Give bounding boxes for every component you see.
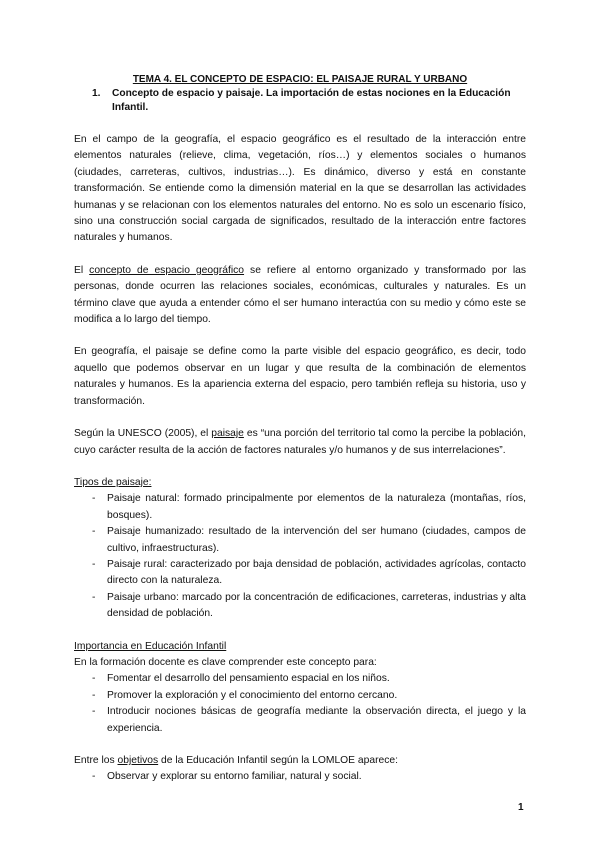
paragraph-text: Según la UNESCO (2005), el xyxy=(74,428,212,440)
paragraph-concepto-espacio xyxy=(74,263,526,329)
paragraph-text: es “una porción del territorio tal como la percibe la población, cuyo carácter resulta de la acción de factores naturales y/o humanos y de sus interrelaciones”. xyxy=(74,428,526,456)
underlined-term: paisaje xyxy=(211,428,244,440)
underlined-term: concepto de espacio geográfico xyxy=(89,264,245,276)
importancia-list xyxy=(74,671,526,737)
document-title: TEMA 4. EL CONCEPTO DE ESPACIO: EL PAISAJE RURAL Y URBANO xyxy=(132,74,468,85)
tipos-list xyxy=(74,491,526,622)
paragraph-unesco xyxy=(74,426,526,459)
list-item: - Paisaje humanizado: resultado de la intervención del ser humano (ciudades, campos de cultivo, infraestructuras). xyxy=(74,524,526,557)
section-title: Concepto de espacio y paisaje. La importación de estas nociones en la Educación Infantil. xyxy=(112,88,511,113)
paragraph-text: de la Educación Infantil según la LOMLOE aparece: xyxy=(158,755,398,766)
list-item: - Paisaje urbano: marcado por la concentración de edificaciones, carreteras, industrias y alta densidad de población. xyxy=(74,590,526,623)
section-heading xyxy=(92,87,526,115)
paragraph-paisaje: En geografía, el paisaje se define como la parte visible del espacio geográfico, es decir, todo aquello que podemos observar en un lugar y que resulta de la combinación de elementos naturales y humanos. Es la apariencia externa del espacio, pero también refleja su historia, uso y transformación. xyxy=(74,346,526,407)
page-number: 1 xyxy=(518,802,524,813)
objetivos-intro xyxy=(74,753,526,769)
paragraph-text: El xyxy=(74,264,90,276)
list-item: - Observar y explorar su entorno familiar, natural y social. xyxy=(74,769,526,785)
paragraph-text: se refiere al entorno organizado y transformado por las personas, donde ocurren las relaciones sociales, económicas, culturales y naturales. Es un término clave que ayuda a entender cómo el ser humano interactúa con su medio y cómo este se modifica a lo largo del tiempo. xyxy=(74,264,526,326)
importancia-intro: En la formación docente es clave comprender este concepto para: xyxy=(74,656,377,668)
paragraph-text: Entre los xyxy=(74,755,118,766)
list-item: - Paisaje natural: formado principalmente por elementos de la naturaleza (montañas, ríos, bosques). xyxy=(74,491,526,524)
paragraph-espacio-geografico: En el campo de la geografía, el espacio geográfico es el resultado de la interacción entre elementos naturales (relieve, clima, vegetación, ríos…) y elementos sociales o humanos (ciudades, carreteras, cultivos, industrias…). Es dinámico, diverso y está en constante transformación. Se entiende como la dimensión material en la que se desarrollan las actividades humanas y se relacionan con los elementos naturales del entorno. No es solo un escenario físico, sino una construcción social cargada de significados, resultado de la interacción entre factores naturales y humanos. xyxy=(74,134,526,244)
document-page xyxy=(74,73,526,786)
importancia-heading: Importancia en Educación Infantil xyxy=(74,640,227,652)
tipos-heading: Tipos de paisaje: xyxy=(74,476,152,488)
objetivos-list xyxy=(74,769,526,785)
underlined-term: objetivos xyxy=(117,755,159,766)
list-item: - Introducir nociones básicas de geografía mediante la observación directa, el juego y la experiencia. xyxy=(74,704,526,737)
list-item: - Paisaje rural: caracterizado por baja densidad de población, actividades agrícolas, contacto directo con la naturaleza. xyxy=(74,557,526,590)
list-item: - Fomentar el desarrollo del pensamiento espacial en los niños. xyxy=(74,671,526,687)
list-item: - Promover la exploración y el conocimiento del entorno cercano. xyxy=(74,688,526,704)
section-number: 1. xyxy=(92,88,101,99)
